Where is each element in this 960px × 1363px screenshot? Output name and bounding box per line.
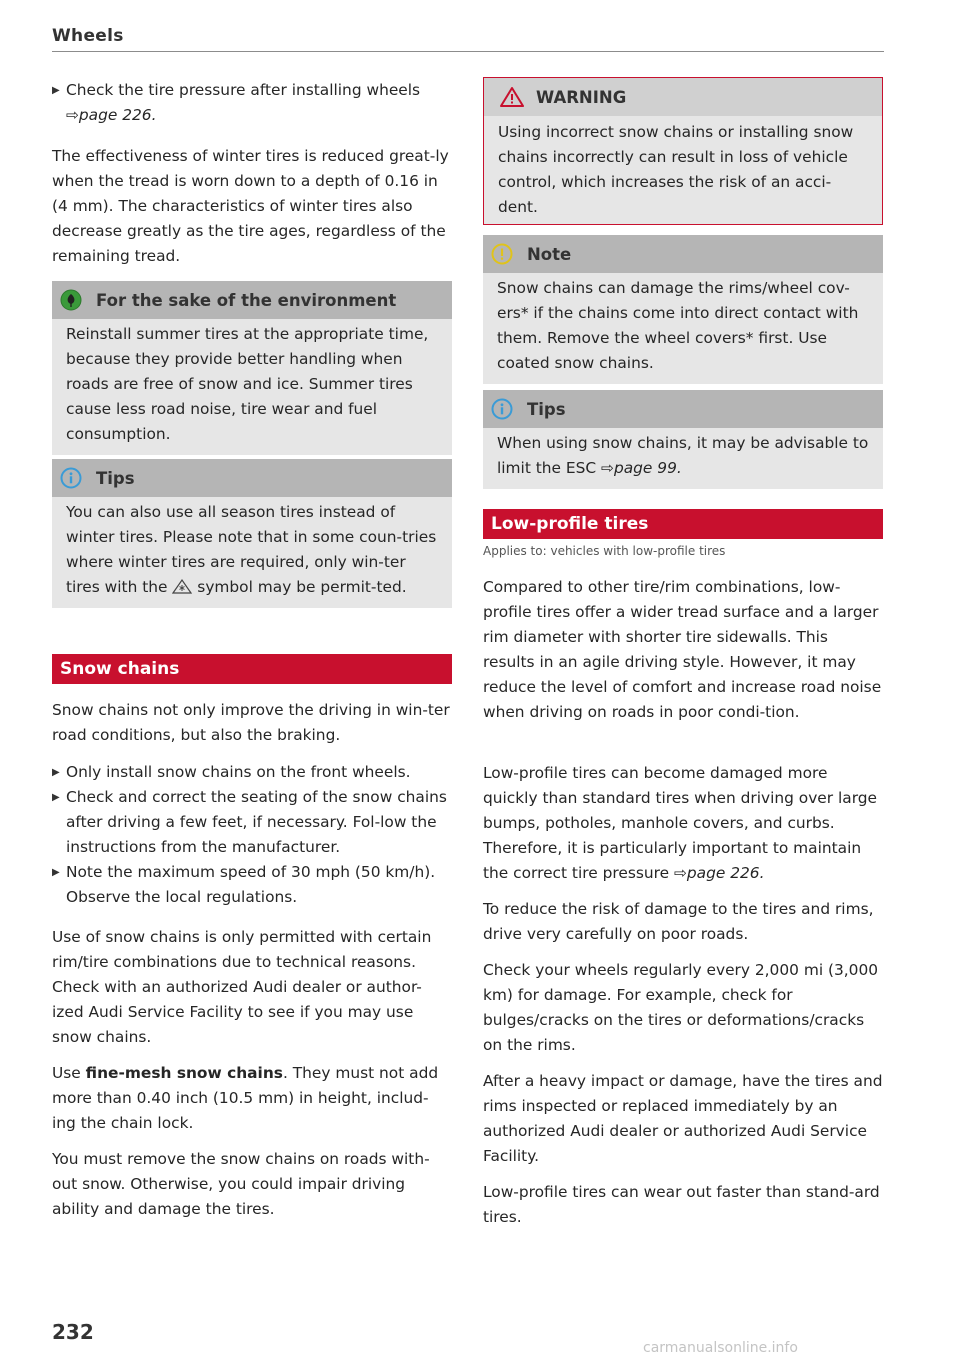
tips-box-header: Tips bbox=[52, 459, 452, 497]
snowflake-mountain-icon bbox=[172, 578, 192, 594]
bullet-arrow-icon: ▶ bbox=[52, 85, 60, 96]
low-profile-paragraph-6: Low-profile tires can wear out faster than stand-ard tires. bbox=[483, 1183, 880, 1226]
note-box bbox=[483, 235, 883, 384]
site-watermark: carmanualsonline.info bbox=[643, 1340, 798, 1356]
warning-text: Using incorrect snow chains or installing snow chains incorrectly can result in loss of vehicle control, which increases the risk of an acci-dent. bbox=[498, 123, 854, 216]
remove-chains-paragraph: You must remove the snow chains on roads with-out snow. Otherwise, you could impair driving ability and damage the tires. bbox=[52, 1150, 430, 1218]
section-title: Wheels bbox=[52, 26, 124, 46]
environment-box-header: For the sake of the environment bbox=[52, 281, 452, 319]
winter-tire-paragraph: The effectiveness of winter tires is reduced great-ly when the tread is worn down to a depth of 0.16 in (4 mm). The characteristics of winter tires also decrease greatly as the tire ages, regardless of the remaining tread. bbox=[52, 147, 449, 265]
low-profile-paragraph-3: To reduce the risk of damage to the tires and rims, drive very carefully on poor roads. bbox=[483, 900, 874, 943]
note-exclamation-icon bbox=[491, 243, 513, 265]
note-text: Snow chains can damage the rims/wheel cov-ers* if the chains come into direct contact with them. Remove the wheel covers* first. Use coated snow chains. bbox=[497, 279, 859, 372]
snow-chains-intro: Snow chains not only improve the driving in win-ter road conditions, but also the braking. bbox=[52, 701, 450, 744]
warning-box bbox=[483, 77, 883, 225]
page-reference-link[interactable]: ⇨page 226. bbox=[673, 864, 765, 882]
page-reference-link[interactable]: ⇨page 226. bbox=[66, 106, 157, 124]
note-header: Note bbox=[483, 235, 883, 273]
bullet-arrow-icon: ▶ bbox=[52, 867, 60, 878]
info-icon bbox=[491, 398, 513, 420]
warning-header: WARNING bbox=[484, 78, 882, 116]
page-reference-link[interactable]: ⇨page 99. bbox=[601, 459, 682, 477]
tips-text: When using snow chains, it may be advisable to limit the ESC ⇨page 99. bbox=[497, 434, 869, 477]
bullet-arrow-icon: ▶ bbox=[52, 792, 60, 803]
applies-to-note: Applies to: vehicles with low-profile tires bbox=[483, 544, 726, 558]
tips-header: Tips bbox=[483, 390, 883, 428]
fine-mesh-paragraph: Use fine-mesh snow chains. They must not add more than 0.40 inch (10.5 mm) in height, includ-ing the chain lock. bbox=[52, 1064, 439, 1132]
fine-mesh-bold: fine-mesh snow chains bbox=[85, 1064, 283, 1082]
page-number: 232 bbox=[52, 1320, 94, 1344]
low-profile-paragraph-1: Compared to other tire/rim combinations, low-profile tires offer a wider tread surface and a larger rim diameter with shorter tire sidewalls. This results in an agile driving style. However, it may reduce the level of comfort and increase road noise when driving on roads in poor condi-tion. bbox=[483, 578, 882, 721]
snow-chains-heading: Snow chains bbox=[52, 654, 452, 684]
rim-combination-paragraph: Use of snow chains is only permitted with certain rim/tire combinations due to technical reasons. Check with an authorized Audi dealer or author-ized Audi Service Facility to see if you may use snow chains. bbox=[52, 928, 432, 1046]
bullet-item: ▶ Note the maximum speed of 30 mph (50 km/h). Observe the local regulations. bbox=[52, 860, 452, 910]
snow-chains-bullets bbox=[52, 760, 452, 910]
tips-text: You can also use all season tires instead of winter tires. Please note that in some coun-tries where winter tires are required, only win-ter tires with the symbol may be permit-ted. bbox=[66, 503, 437, 596]
low-profile-paragraph-4: Check your wheels regularly every 2,000 mi (3,000 km) for damage. For example, check for bulges/cracks on the tires or deformations/cracks on the rims. bbox=[483, 961, 879, 1054]
tire-pressure-bullet: ▶ Check the tire pressure after installing wheels ⇨page 226. bbox=[52, 78, 452, 128]
environment-box bbox=[52, 281, 452, 455]
bullet-item: ▶ Check and correct the seating of the snow chains after driving a few feet, if necessary. Fol-low the instructions from the manufacturer. bbox=[52, 785, 452, 860]
warning-triangle-icon bbox=[500, 86, 524, 108]
tips-box-left bbox=[52, 459, 452, 608]
bullet-item: ▶ Only install snow chains on the front wheels. bbox=[52, 760, 452, 785]
low-profile-paragraph-2: Low-profile tires can become damaged more quickly than standard tires when driving over large bumps, potholes, manhole covers, and curbs. Therefore, it is particularly important to maintain the correct tire pressure ⇨page 226. bbox=[483, 764, 878, 882]
bullet-arrow-icon: ▶ bbox=[52, 767, 60, 778]
environment-text: Reinstall summer tires at the appropriate time, because they provide better handling when roads are free of snow and ice. Summer tires cause less road noise, tire wear and fuel consumption. bbox=[66, 325, 429, 443]
environment-leaf-icon bbox=[60, 289, 82, 311]
tips-box-right bbox=[483, 390, 883, 489]
page-header bbox=[52, 26, 884, 52]
low-profile-heading: Low-profile tires bbox=[483, 509, 883, 539]
low-profile-paragraph-5: After a heavy impact or damage, have the tires and rims inspected or replaced immediately by an authorized Audi dealer or authorized Audi Service Facility. bbox=[483, 1072, 883, 1165]
info-icon bbox=[60, 467, 82, 489]
